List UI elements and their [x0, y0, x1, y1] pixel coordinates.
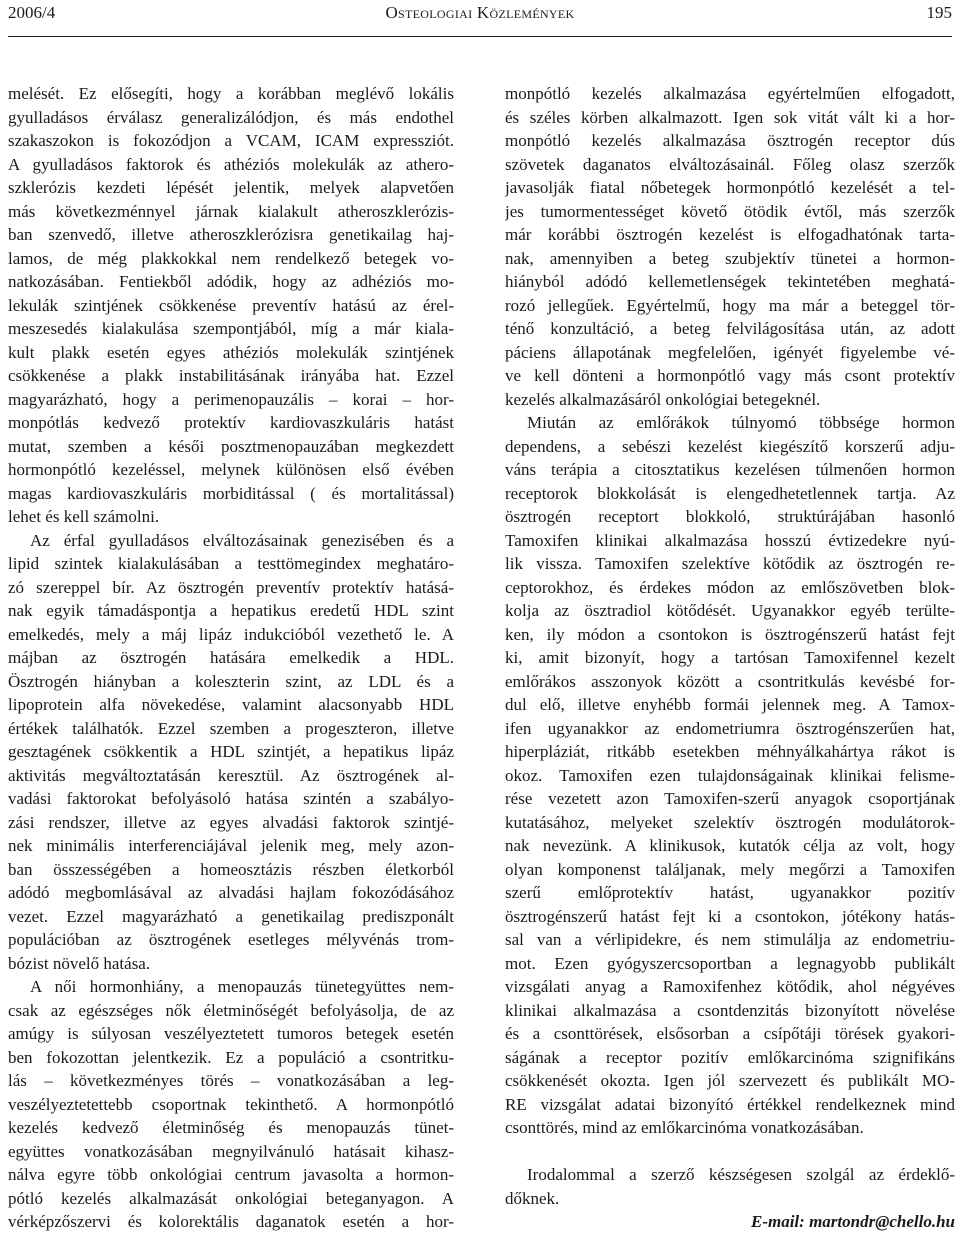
right-column-text-line: csökkenését okozta. Igen jól szervezett és publikált MO-: [505, 1071, 955, 1090]
left-column-text-line: csökkenése a plakk instabilitásának irányába hat. Ezzel: [8, 366, 454, 385]
left-column-text-line: szklerózis kezdeti lépését jelentik, melyek alapvetően: [8, 178, 454, 197]
right-column-text-line: ki, amit bizonyít, hogy a tartósan Tamoxifennel kezelt: [505, 648, 955, 667]
right-column-text-line: kezelés alkalmazásáról onkológiai betegeknél.: [505, 389, 821, 409]
right-column-text-line: dőknek.: [505, 1188, 560, 1208]
right-column-text-line: ságának a receptor pozitív emlőkarcinóma szignifikáns: [505, 1047, 955, 1067]
right-column-text-line: szerű emlőprotektív hatást, ugyanakkor pozitív: [505, 883, 955, 902]
right-column-text-line: ösztrogénszerű hatást fejt ki a csontokon, jótékony hatás-: [505, 906, 955, 926]
left-column-text-line: mutat, szemben a késői posztmenopauzában megkezdett: [8, 436, 454, 456]
left-column-text-line: gesztagének csökkentik a HDL szintjét, a hepatikus lipáz: [8, 742, 454, 761]
right-column-text-line: hiperpláziát, ritkább esetekben méhnyálkahártya rákot is: [505, 742, 955, 761]
right-column-text-line: monpótló kezelés alkalmazása egyértelműen elfogadott,: [505, 84, 955, 103]
left-column-text-line: együttes vonatkozásában megnyilvánuló hatásait kihasz-: [8, 1141, 454, 1161]
right-column-text-line: ténő konzultáció, a beteg felvilágosítása után, az adott: [505, 319, 955, 338]
right-column-text-line: dul elő, illetve enyhébb formái jelennek meg. A Tamox-: [505, 695, 955, 714]
left-column-text-line: Ösztrogén hiányban a koleszterin szint, az LDL és a: [8, 671, 454, 691]
right-column-text-line: rése vezetett azon Tamoxifen-szerű anyagok csoportjának: [505, 789, 955, 808]
left-column-text-line: ban összességében a homeosztázis részben életkorból: [8, 859, 454, 879]
left-column-text-line: csak az egészséges nők életminőségét befolyásolja, de az: [8, 1000, 454, 1020]
left-column-text-line: lehet és kell számolni.: [8, 507, 160, 526]
right-column-text-line: Tamoxifen klinikai alkalmazása hosszú évtizedekre nyú-: [505, 530, 955, 550]
right-column-text-line: váns terápia a citosztatikus kezelésen túlmenően hormon: [505, 460, 955, 479]
right-column-text-line: Irodalommal a szerző készségesen szolgál az érdeklő-: [527, 1165, 955, 1184]
left-column-text-line: ban szenvedő, illetve atheroszklerózisra genetikailag haj-: [8, 225, 454, 244]
left-column-text-line: gyulladásos érválasz generalizálódjon, és más endothel: [8, 107, 454, 127]
left-column-text-line: szakaszokon is fokozódjon a VCAM, ICAM expressziót.: [8, 131, 454, 150]
right-column-text-line: Miután az emlőrákok túlnyomó többsége hormon: [527, 413, 955, 432]
left-column-text-line: lamos, de még plakkokkal nem rendelkező betegek vo-: [8, 248, 454, 268]
right-column-text-line: ifen ugyanakkor az endometriumra ösztrogénszerűen hat,: [505, 718, 955, 738]
left-column-text-line: zási rendszer, illetve az egyes alvadási faktorok szintjé-: [8, 812, 454, 832]
right-column-text-line: jes tumormentességet követő ötödik évtől, más szerzők: [505, 201, 955, 221]
left-column-text-line: pótló kezelés alkalmazását onkológiai beteganyagon. A: [8, 1188, 454, 1208]
left-column-text-line: melését. Ez elősegíti, hogy a korábban meglévő lokális: [8, 84, 454, 103]
left-column-text-line: amúgy is súlyosan veszélyeztetett tumoros betegek esetén: [8, 1024, 454, 1043]
right-column-text-line: RE vizsgálat adatai bizonyító értékkel rendelkeznek mind: [505, 1094, 955, 1114]
left-column-text-line: monpótlás kedvező protektív kardiovaszkuláris hatást: [8, 413, 454, 432]
left-column-text-line: nálva egyre több onkológiai centrum javasolta a hormon-: [8, 1165, 454, 1184]
left-column-text-line: vérképzőszervi és kolorektális daganatok esetén a hor-: [8, 1212, 454, 1231]
right-column-text-line: mot. Ezen gyógyszercsoportban a legnagyobb publikált: [505, 953, 955, 973]
right-column-text-line: javasolják fiatal nőbetegek hormonpótló kezelését a tel-: [505, 178, 955, 197]
right-column-text-line: vizsgálati anyag a Ramoxifenhez kötődik, ahol négyéves: [505, 977, 955, 996]
right-column-text-line: csonttörés, mind az emlőkarcinóma vonatkozásában.: [505, 1118, 864, 1137]
right-column-text-line: szövetek daganatos elváltozásainál. Főleg olasz szerzők: [505, 154, 955, 174]
right-column-text-line: dependens, a sebészi kezelést kiegészítő korszerű adju-: [505, 436, 955, 456]
left-column-text-line: vezet. Ezzel magyarázható a genetikailag prediszponált: [8, 906, 454, 926]
left-column-text-line: populációban az ösztrogének esetleges mélyvénás trom-: [8, 930, 454, 949]
left-column-text-line: kult plakk esetén egyes athéziós molekulák szintjének: [8, 342, 454, 362]
left-column-text-line: magas kardiovaszkuláris morbiditással ( és mortalitással): [8, 483, 454, 503]
right-column-text-line: okoz. Tamoxifen ezen tulajdonságainak klinikai felisme-: [505, 765, 955, 785]
right-column-text-line: páciens állapotának megfelelően, igényét figyelembe vé-: [505, 342, 955, 362]
right-column-text-line: nak, amennyiben a beteg szubjektív tünetei a hormon-: [505, 248, 955, 268]
right-column-text-line: lik vissza. Tamoxifen szelektíve kötődik az ösztrogén re-: [505, 554, 955, 573]
right-column-text-line: emlőrákos asszonyok között a csontritkulás kevésbé for-: [505, 671, 955, 691]
left-column-text-line: A női hormonhiány, a menopauzás tünetegyüttes nem-: [30, 977, 454, 996]
left-column-text-line: értékek találhatók. Ezzel szemben a progeszteron, illetve: [8, 718, 454, 738]
right-column-text-line: és széles körben alkalmazott. Igen sok vitát vált ki a hor-: [505, 107, 955, 127]
left-column-text-line: lekulák szintjének csökkenése preventív hatású az érel-: [8, 295, 454, 315]
left-column-text-line: bózist növelő hatása.: [8, 953, 151, 973]
left-column-text-line: natkozásában. Fentiekből adódik, hogy az adhéziós mo-: [8, 272, 454, 291]
left-column-text-line: Az érfal gyulladásos elváltozásainak genezisében és a: [30, 530, 454, 550]
left-column: [8, 82, 454, 1234]
left-column-text-line: vadási faktorokat befolyásoló hatása szintén a szabályo-: [8, 789, 454, 808]
right-column-text-line: ken, ily módon a csontokon is ösztrogénszerű hatást fejt: [505, 624, 955, 644]
left-column-text-line: nek minimális interferenciájával jelenik meg, mely azon-: [8, 836, 454, 855]
right-column-text-line: klinikai alkalmazása a csontdenzitás bizonyított növelése: [505, 1000, 955, 1020]
right-column-text-line: ösztrogén receptort blokkoló, struktúrájában hasonló: [505, 507, 955, 526]
right-column-text-line: kutatásához, melyeket szelektív ösztrogén modulátorok-: [505, 812, 955, 832]
left-column-text-line: lás – következményes törés – vonatkozásában a leg-: [8, 1071, 454, 1090]
right-column-text-line: sal van a vérlipidekre, és nem stimulálja az endometriu-: [505, 930, 955, 949]
right-column-text-line: nak nevezünk. A klinikusok, kutatók célja az volt, hogy: [505, 836, 955, 855]
journal-title: Osteologiai Közlemények: [385, 3, 575, 22]
right-column-text-line: ceptorokhoz, és érdekes módon az emlőszövetben blok-: [505, 577, 955, 597]
left-column-text-line: más következménnyel járnak kialakult atheroszklerózis-: [8, 201, 454, 221]
left-column-text-line: lipid szintek kialakulásában a testtömegindex meghatáro-: [8, 554, 454, 573]
left-column-text-line: kezelés kedvező életminőség és menopauzás tünet-: [8, 1118, 454, 1137]
left-column-text-line: emelkedés, mely a máj lipáz indukcióból vezethető le. A: [8, 624, 454, 644]
header-rule: [8, 36, 952, 37]
author-email: E-mail: martondr@chello.hu: [750, 1212, 955, 1231]
right-column-text-line: már korábbi ösztrogén kezelést is elfogadhatónak tarta-: [505, 225, 955, 244]
left-column-text-line: aktivitás megváltoztatásán keresztül. Az ösztrogének al-: [8, 765, 454, 785]
left-column-text-line: zó szereppel bír. Az ösztrogén preventív protektív hatásá-: [8, 577, 454, 597]
left-column-text-line: veszélyeztetettebb csoportnak tekinthető. A hormonpótló: [8, 1094, 454, 1114]
left-column-text-line: májban az ösztrogén hatására emelkedik a HDL.: [8, 648, 454, 667]
right-column-text-line: hiányból adódó kellemetlenségek tekintetében meghatá-: [505, 272, 955, 291]
left-column-text-line: magyarázható, hogy a perimenopauzális – korai – hor-: [8, 389, 454, 409]
right-column-text-line: kolja az ösztradiol kötődését. Ugyanakkor egyéb terülte-: [505, 601, 955, 620]
right-column-text-line: rozó jellegűek. Egyértelmű, hogy ma már a beteggel tör-: [505, 295, 955, 315]
left-column-text-line: meszesedés kialakulása szempontjából, míg a már kiala-: [8, 319, 454, 338]
paragraph-gap: [505, 1140, 955, 1164]
right-column-text-line: receptorok blokkolását is elengedhetetlennek tartja. Az: [505, 483, 955, 503]
issue-label: 2006/4: [8, 3, 56, 22]
left-column-text-line: ben fokozottan jelentkezik. Ez a populáció a csontritku-: [8, 1047, 454, 1067]
left-column-text-line: adódó megbomlásával az alvadási hajlam fokozódásához: [8, 883, 454, 902]
left-column-text-line: lipoprotein alfa növekedése, valamint alacsonyabb HDL: [8, 695, 454, 714]
page-number: 195: [926, 3, 952, 22]
right-column-text-line: olyan komponenst találjanak, mely megőrzi a Tamoxifen: [505, 859, 955, 879]
right-column-text-line: monpótló kezelés alkalmazása ösztrogén receptor dús: [505, 131, 955, 150]
left-column-text-line: hormonpótló kezeléssel, melynek különösen első évében: [8, 460, 454, 479]
right-column: [505, 82, 955, 1234]
left-column-text-line: A gyulladásos faktorok és athéziós molekulák az athero-: [8, 154, 454, 174]
left-column-text-line: nak egyik támadáspontja a hepatikus eredetű HDL szint: [8, 601, 454, 620]
right-column-text-line: ve kell dönteni a hormonpótló vagy más csont protektív: [505, 366, 955, 385]
right-column-text-line: és a csonttörések, elsősorban a csípőtáji törések gyakori-: [505, 1024, 955, 1043]
